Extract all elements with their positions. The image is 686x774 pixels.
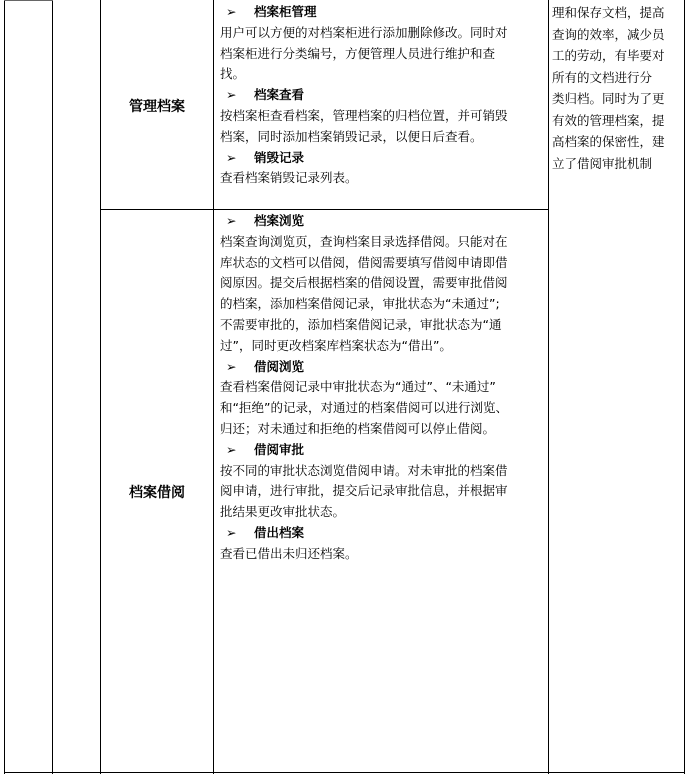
section-body-line: 库状态的文档可以借阅，借阅需要填写借阅申请即借 (220, 254, 508, 270)
right-column-text (552, 2, 682, 174)
section-body-line: 阅原因。提交后根据档案的借阅设置，需要审批借阅 (220, 275, 508, 291)
right-col-line: 有效的管理档案，提 (552, 112, 665, 128)
section-body-line: 查看档案借阅记录中审批状态为“通过”、“未通过” (220, 379, 496, 395)
section-body-line: 用户可以方便的对档案柜进行添加删除修改。同时对 (220, 24, 508, 40)
section-body-line: 按档案柜查看档案，管理档案的归档位置，并可销毁 (220, 107, 508, 123)
section-body-line: 的档案，添加档案借阅记录，审批状态为“未通过”; (220, 296, 500, 312)
table-border-left (4, 0, 5, 774)
section-heading: ➢ 档案柜管理 (220, 2, 545, 23)
section-heading: ➢ 档案查看 (220, 85, 545, 106)
bullet-arrow-icon: ➢ (226, 87, 237, 103)
bullet-arrow-icon: ➢ (226, 149, 237, 165)
row-content-manage (220, 2, 545, 189)
section-body-line: 和“拒绝”的记录，对通过的档案借阅可以进行浏览、 (220, 400, 508, 416)
bullet-arrow-icon: ➢ (226, 4, 237, 19)
section-body-line: 过”，同时更改档案库档案状态为“借出”。 (220, 337, 452, 353)
table-divider-2 (100, 0, 101, 774)
right-col-line: 查询的效率，减少员 (552, 26, 665, 42)
section-body-line: 阅申请，进行审批，提交后记录审批信息，并根据审 (220, 483, 508, 499)
right-col-line: 理和保存文档，提高 (552, 5, 665, 20)
section-body-line: 不需要审批的，添加档案借阅记录，审批状态为“通 (220, 316, 502, 332)
section-heading: ➢ 借阅审批 (220, 440, 545, 461)
section-heading: ➢ 借阅浏览 (220, 357, 545, 378)
row-content-borrow (220, 211, 545, 565)
section-body-line: 批结果更改审批状态。 (220, 504, 346, 520)
section-body-line: 档案，同时添加档案销毁记录，以便日后查看。 (220, 128, 483, 144)
right-col-line: 所有的文档进行分 (552, 69, 653, 85)
table-divider-1 (52, 0, 53, 774)
row-title-borrow: 档案借阅 (129, 485, 185, 501)
section-body-line: 档案查询浏览页，查询档案目录选择借阅。只能对在 (220, 233, 508, 249)
table-divider-4 (548, 0, 549, 774)
section-body-line: 档案柜进行分类编号，方便管理人员进行维护和查 (220, 45, 496, 61)
table-border-right (684, 0, 685, 774)
section-heading: ➢ 销毁记录 (220, 148, 545, 169)
bullet-arrow-icon: ➢ (226, 358, 237, 374)
row-title-manage: 管理档案 (129, 99, 185, 115)
table-divider-3 (213, 0, 214, 774)
bullet-arrow-icon: ➢ (226, 441, 237, 457)
section-body-line: 查看档案销毁记录列表。 (220, 170, 358, 186)
table-border-bottom (4, 772, 685, 773)
right-col-line: 立了借阅审批机制 (552, 155, 653, 171)
top-left-tick (4, 0, 53, 1)
section-heading: ➢ 借出档案 (220, 523, 545, 544)
section-body-line: 找。 (220, 66, 246, 82)
right-col-line: 高档案的保密性，建 (552, 134, 665, 149)
section-body-line: 查看已借出未归还档案。 (220, 545, 358, 561)
section-body-line: 归还；对未通过和拒绝的档案借阅可以停止借阅。 (220, 420, 496, 436)
bullet-arrow-icon: ➢ (226, 213, 237, 228)
section-body-line: 按不同的审批状态浏览借阅申请。对未审批的档案借 (220, 462, 508, 478)
row-divider (100, 209, 549, 210)
bullet-arrow-icon: ➢ (226, 524, 237, 540)
right-col-line: 类归档。同时为了更 (552, 91, 665, 106)
right-col-line: 工的劳动，有毕要对 (552, 48, 665, 63)
section-heading: ➢ 档案浏览 (220, 211, 545, 232)
